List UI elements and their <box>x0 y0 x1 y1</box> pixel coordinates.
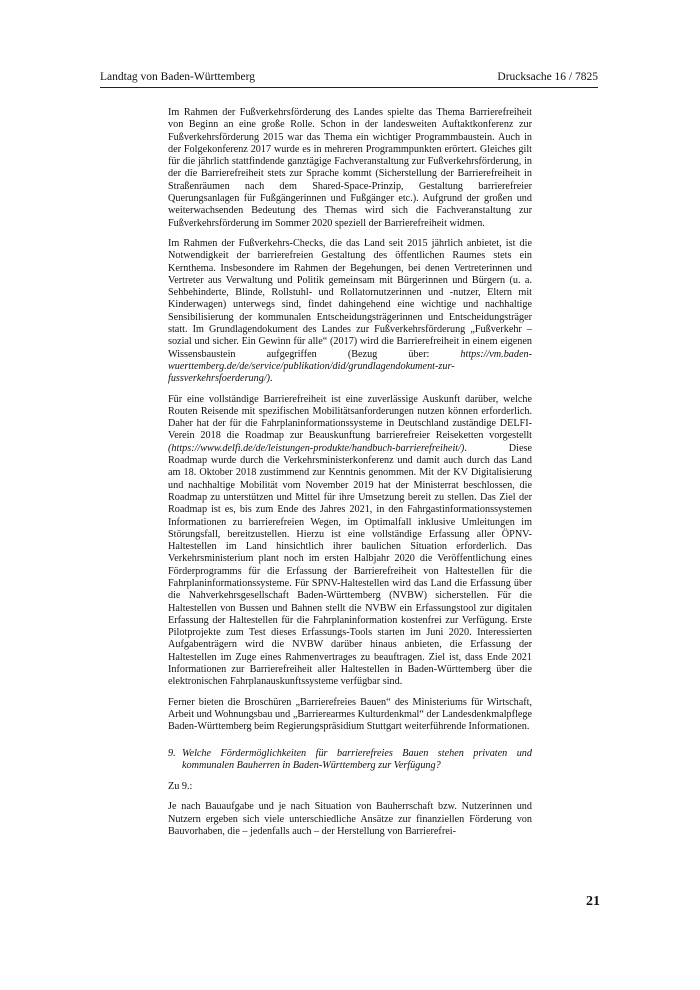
header-document-number: Drucksache 16 / 7825 <box>497 71 598 83</box>
answer-paragraph: Je nach Bauaufgabe und je nach Situation von Bauherrschaft bzw. Nutzerinnen und Nutzern ergeben sich viele unterschiedliche Ansätze zur finanziellen Förderung von Bauvorhaben, die – jedenfalls auch – der Herstellung von Barrierefrei- <box>168 801 532 838</box>
header-parliament: Landtag von Baden-Württemberg <box>100 71 255 83</box>
paragraph-text-end: . <box>270 373 273 385</box>
paragraph-fussverkehrsfoerderung: Im Rahmen der Fußverkehrsförderung des Landes spielte das Thema Barrierefreiheit von Beginn an eine große Rolle. Schon in der landesweiten Auftaktkonferenz zur Fußverkehrsförderung 2015 war das Thema ein wichtiger Programmbaustein. Auch in der Folgekonferenz 2017 wurde es in mehreren Programmpunkten erörtert. Gleiches gilt für die jährlich stattfindende ganztägige Fachveranstaltung zur Fußverkehrsförderung, in der die Barrierefreiheit stets zur Sprache kommt (Sicherstellung der Barrierefreiheit in Straßenräumen nach dem Shared-Space-Prinzip, Gestaltung barrierefreier Querungsanlagen für Fußgängerinnen und Fußgänger etc.). Aufgrund der großen und weiterwachsenden Bedeutung des Themas wird sich die Fachveranstaltung zur Fußverkehrsförderung im Sommer 2020 speziell der Barrierefreiheit widmen. <box>168 107 532 229</box>
paragraph-broschueren: Ferner bieten die Broschüren „Barrierefreies Bauen“ des Ministeriums für Wirtschaft, Arbeit und Wohnungsbau und „Barrierearmes Kulturdenkmal“ der Landesdenkmalpflege Baden-Württemberg beim Regierungspräsidium Stuttgart weiterführende Informationen. <box>168 696 532 733</box>
question-number: 9. <box>168 747 176 759</box>
reference-link[interactable]: (https://www.delfi.de/de/leistungen-produkte/handbuch-barrierefreiheit/) <box>168 442 465 454</box>
paragraph-text-continued: . Diese Roadmap wurde durch die Verkehrsministerkonferenz und damit auch durch das Land am 18. Oktober 2018 zustimmend zur Kenntnis genommen. Mit der KV Digitalisierung und nachhaltige Mobilität vom November 2019 hat der Ministerrat beschlossen, die Roadmap zu unterstützen und Mittel für ihre Umsetzung bereit zu stellen. Das Ziel der Roadmap ist es, bis zum Ende des Jahres 2021, in den Fahrgastinformationssystemen Informationen zu barrierefreien Wegen, im Optimalfall inklusive Umleitungen im Störungsfall, bereitzustellen. Hierzu ist eine vollständige Erfassung aller ÖPNV-Haltestellen im Land hinsichtlich ihrer baulichen Situation erforderlich. Das Verkehrsministerium plant noch im ersten Halbjahr 2020 die Veröffentlichung eines Förderprogramms für die Erfassung der Barrierefreiheit von Haltestellen für die Fahrplaninformationssysteme. Für SPNV-Haltestellen wird das Land die Erfassung über die Nahverkehrsgesellschaft Baden-Württemberg (NVBW) sicherstellen. Für die Haltestellen von Bussen und Bahnen stellt die NVBW ein Erfassungstool zur digitalen Erfassung der Haltestellen für die Fahrplaninformation kostenfrei zur Verfügung. Erste Pilotprojekte zum Test dieses Erfassungs-Tools starten im Juni 2020. Interessierten Aufgabenträgern wird die NVBW darüber hinaus anbieten, die Erfassung der Haltestellen im Zuge eines Rahmenvertrages zu beauftragen. Ziel ist, dass Ende 2021 Informationen zur Barrierefreiheit aller Haltestellen in Baden-Württemberg über die elektronischen Fahrplanauskunftssysteme verfügbar sind. <box>168 442 532 688</box>
header-divider <box>100 87 598 88</box>
question-text: Welche Fördermöglichkeiten für barrierefreies Bauen stehen privaten und kommunalen Bauherren in Baden-Württemberg zur Verfügung? <box>182 747 532 771</box>
page-header <box>100 70 598 84</box>
paragraph-roadmap <box>168 394 532 689</box>
reference-link[interactable]: https://vm.baden-wuerttemberg.de/de/service/publikation/did/grundlagendokument-zur-fussverkehrsfoerderung/) <box>168 348 532 385</box>
question-9 <box>168 748 532 773</box>
page-number: 21 <box>586 894 600 909</box>
paragraph-text: Für eine vollständige Barrierefreiheit ist eine zuverlässige Auskunft darüber, welche Routen Reisende mit spezifischen Mobilitätsanforderungen nutzen können erforderlich. Daher hat der für die Fahrplaninformationssysteme in Deutschland zuständige DELFI-Verein 2018 die Roadmap zur Beauskunftung barrierefreier Reiseketten vorgestellt <box>168 393 532 442</box>
answer-label: Zu 9.: <box>168 781 193 793</box>
paragraph-text: Im Rahmen der Fußverkehrs-Checks, die das Land seit 2015 jährlich anbietet, ist die Notwendigkeit der barrierefreien Gestaltung des öffentlichen Raumes stets ein Kernthema. Insbesondere im Rahmen der Begehungen, bei denen Vertreterinnen und Vertreter aus Verwaltung und Politik gemeinsam mit Bürgerinnen und Bürgern (u. a. Sehbehinderte, Blinde, Rollstuhl- und Rollatornutzerinnen und -nutzer, Eltern mit Kinderwagen) unterwegs sind, findet dahingehend eine wichtige und nachhaltige Sensibilisierung der kommunalen Entscheidungsträgerinnen und Entscheidungsträger statt. Im Grundlagendokument des Landes zur Fußverkehrsförderung „Fußverkehr – sozial und sicher. Ein Gewinn für alle“ (2017) wird die Barrierefreiheit in einem eigenen Wissensbaustein aufgegriffen (Bezug über: <box>168 237 532 360</box>
paragraph-fussverkehrs-checks <box>168 238 532 386</box>
document-body <box>168 107 532 846</box>
